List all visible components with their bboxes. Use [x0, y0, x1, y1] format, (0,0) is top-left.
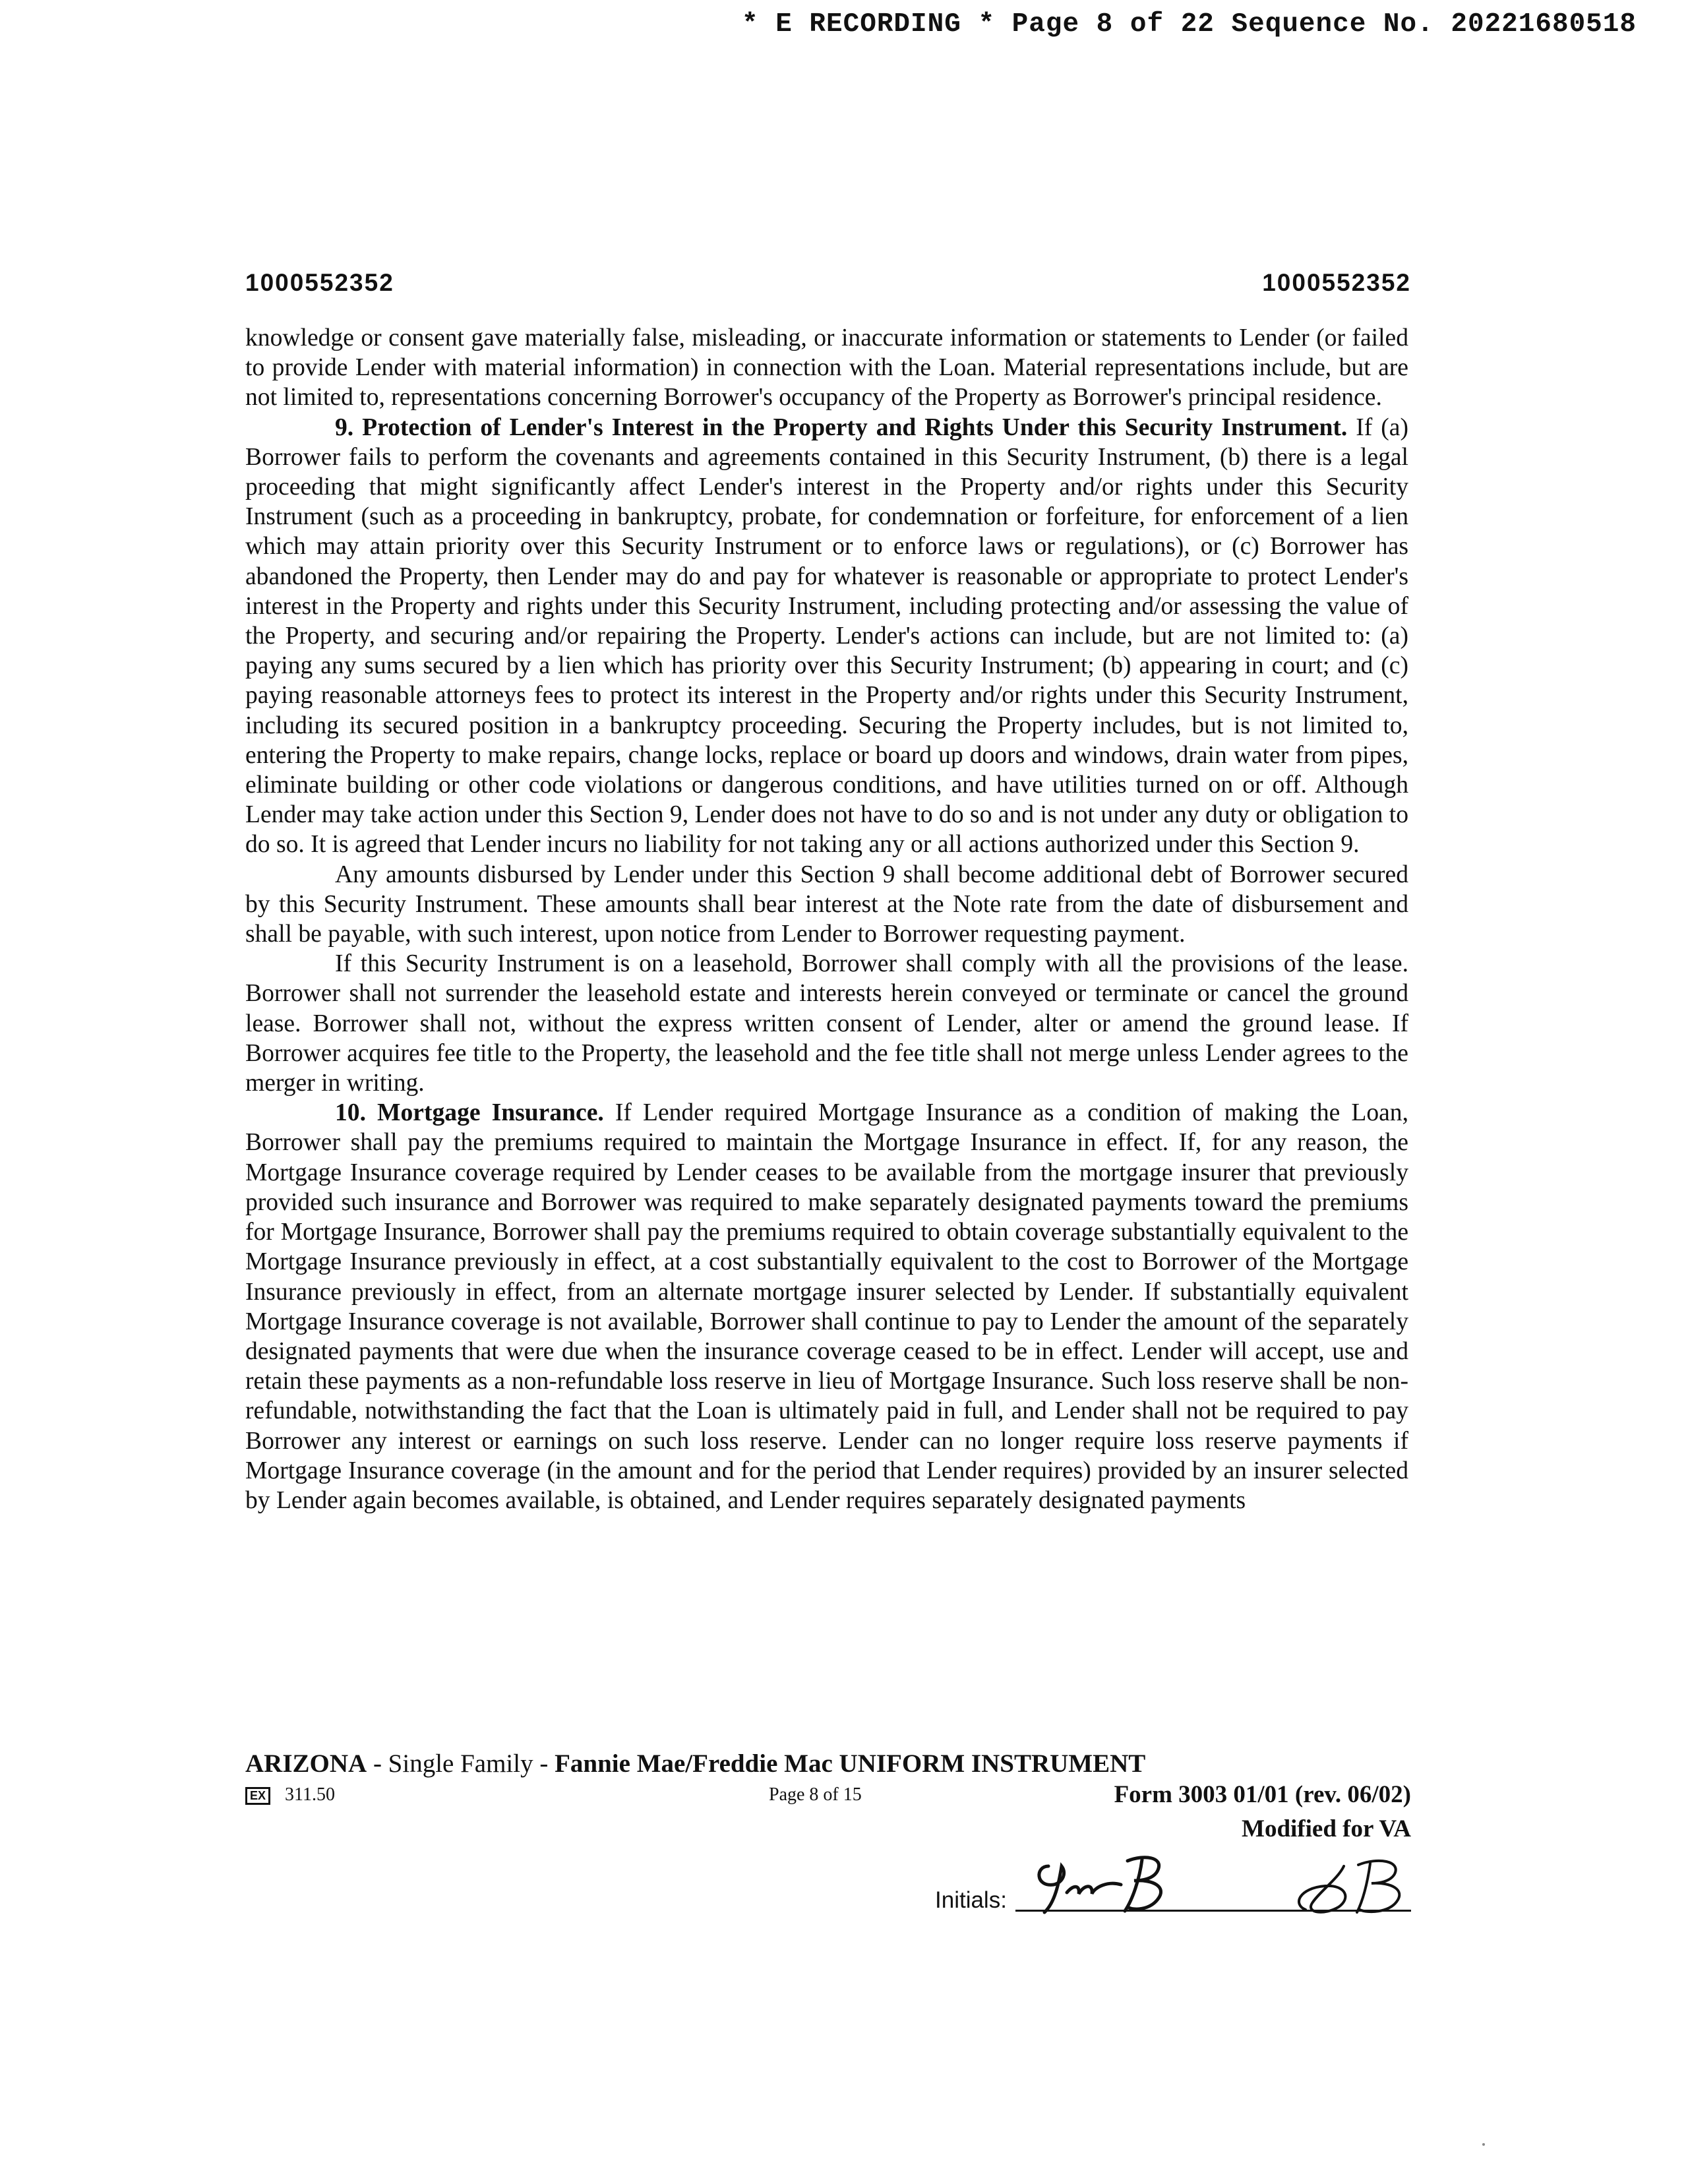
footer-dash: - Single Family -: [367, 1749, 555, 1778]
footer-page-number: Page 8 of 15: [769, 1784, 862, 1805]
footer-modified: Modified for VA: [1242, 1815, 1411, 1842]
scan-artifact: [1482, 2143, 1485, 2146]
section-9: [245, 413, 1408, 860]
amounts-paragraph: Any amounts disbursed by Lender under this Section 9 shall become additional debt of Borrower secured by this Security Instrument. These amounts shall bear interest at the Note rate from the date of disbursement and shall be payable, with such interest, upon notice from Lender to Borrower requesting payment.: [245, 861, 1408, 948]
initials-label: Initials:: [935, 1887, 1007, 1913]
section-10-text: If Lender required Mortgage Insurance as a condition of making the Loan, Borrower shall pay the premiums required to maintain the Mortgage Insurance in effect. If, for any reason, the Mortgage Insurance coverage required by Lender ceases to be available from the mortgage insurer that previously provided such insurance and Borrower was required to make separately designated payments toward the premiums for Mortgage Insurance, Borrower shall pay the premiums required to obtain coverage substantially equivalent to the Mortgage Insurance previously in effect, at a cost substantially equivalent to the cost to Borrower of the Mortgage Insurance previously in effect, from an alternate mortgage insurer selected by Lender. If substantially equivalent Mortgage Insurance coverage is not available, Borrower shall continue to pay to Lender the amount of the separately designated payments that were due when the insurance coverage ceased to be in effect. Lender will accept, use and retain these payments as a non-refundable loss reserve in lieu of Mortgage Insurance. Such loss reserve shall be non-refundable, notwithstanding the fact that the Loan is ultimately paid in full, and Lender shall not be required to pay Borrower any interest or earnings on such loss reserve. Lender can no longer require loss reserve payments if Mortgage Insurance coverage (in the amount and for the period that Lender requires) provided by an insurer selected by Lender again becomes available, is obtained, and Lender requires separately designated payments: [245, 1099, 1408, 1514]
document-body: [245, 323, 1408, 1515]
footer-state: ARIZONA: [245, 1749, 367, 1778]
section-10: [245, 1098, 1408, 1515]
loan-number-right: 1000552352: [1262, 269, 1411, 296]
section-10-heading: 10. Mortgage Insurance.: [335, 1099, 604, 1127]
continued-paragraph: knowledge or consent gave materially false, misleading, or inaccurate information or statements to Lender (or failed to provide Lender with material information) in connection with the Loan. Material representations include, but are not limited to, representations concerning Borrower's occupancy of the Property as Borrower's principal residence.: [245, 324, 1408, 411]
initials-signature-2: [1286, 1852, 1418, 1918]
footer-form-number: Form 3003 01/01 (rev. 06/02): [1114, 1781, 1411, 1808]
section-9-text: If (a) Borrower fails to perform the covenants and agreements contained in this Security Instrument, (b) there is a legal proceeding that might significantly affect Lender's interest in the Property and/or rights under this Security Instrument (such as a proceeding in bankruptcy, probate, for condemnation or forfeiture, for enforcement of a lien which may attain priority over this Security Instrument or to enforce laws or regulations), or (c) Borrower has abandoned the Property, then Lender may do and pay for whatever is reasonable or appropriate to protect Lender's interest in the Property and rights under this Security Instrument, including protecting and/or assessing the value of the Property, and securing and/or repairing the Property. Lender's actions can include, but are not limited to: (a) paying any sums secured by a lien which has priority over this Security Instrument; (b) appearing in court; and (c) paying reasonable attorneys fees to protect its interest in the Property and/or rights under this Security Instrument, including its secured position in a bankruptcy proceeding. Securing the Property includes, but is not limited to, entering the Property to make repairs, change locks, replace or board up doors and windows, drain water from pipes, eliminate building or other code violations or dangerous conditions, and have utilities turned on or off. Although Lender may take action under this Section 9, Lender does not have to do so and is not under any duty or obligation to do so. It is agreed that Lender incurs no liability for not taking any or all actions authorized under this Section 9.: [245, 413, 1408, 859]
leasehold-paragraph: If this Security Instrument is on a leasehold, Borrower shall comply with all the provisions of the lease. Borrower shall not surrender the leasehold estate and interests herein conveyed or terminate or cancel the ground lease. Borrower shall not, without the express written consent of Lender, alter or amend the ground lease. If Borrower acquires fee title to the Property, the leasehold and the fee title shall not merge unless Lender agrees to the merger in writing.: [245, 950, 1408, 1097]
form-provider-logo: EX: [245, 1787, 270, 1805]
recording-stamp: * E RECORDING * Page 8 of 22 Sequence No. 20221680518: [741, 9, 1637, 40]
footer-instrument-line: [245, 1749, 1145, 1778]
form-code: 311.50: [285, 1784, 335, 1805]
footer-form-code: [245, 1784, 335, 1805]
initials-signature-1: [1029, 1846, 1200, 1919]
loan-number-left: 1000552352: [245, 269, 394, 296]
footer-instrument: Fannie Mae/Freddie Mac UNIFORM INSTRUMENT: [555, 1749, 1146, 1778]
section-9-heading: 9. Protection of Lender's Interest in the Property and Rights Under this Security Instrument.: [335, 413, 1348, 441]
